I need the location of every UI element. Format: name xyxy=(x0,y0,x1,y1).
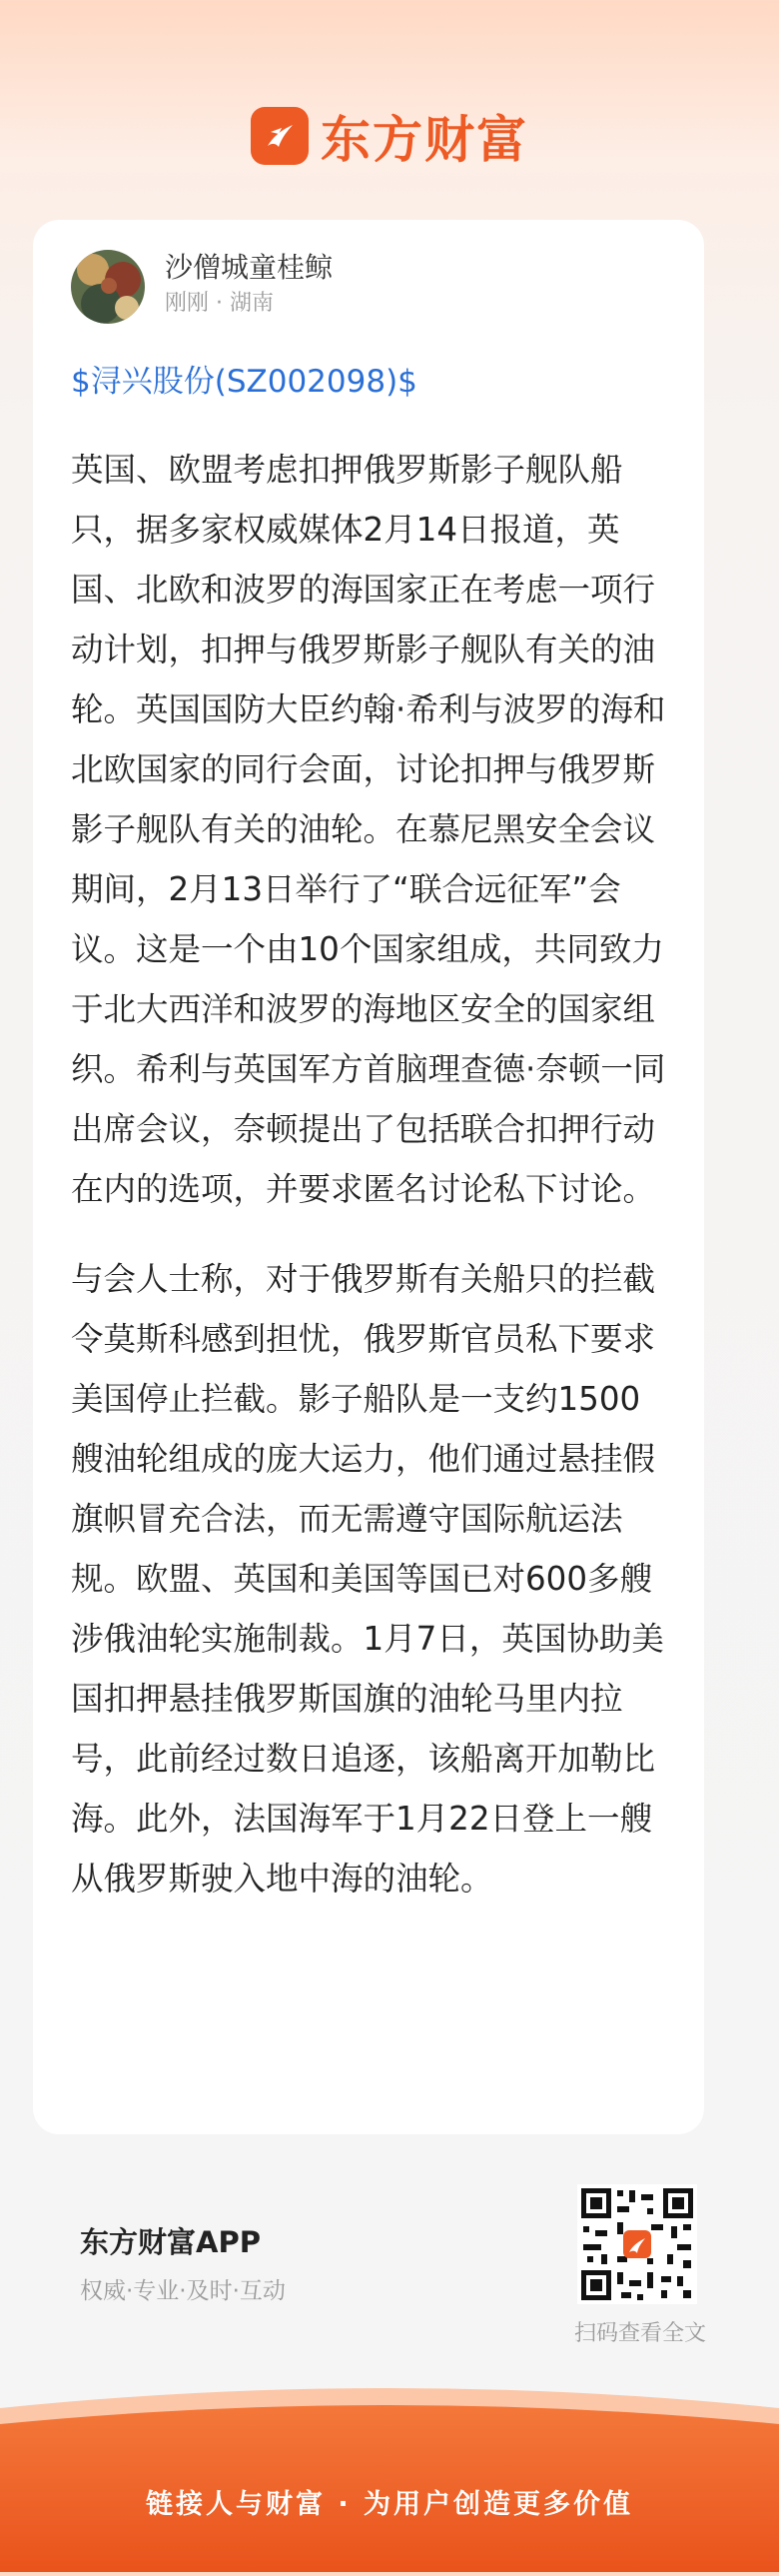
brand-name: 东方财富 xyxy=(321,111,528,169)
app-tagline: 权威·专业·及时·互动 xyxy=(80,2278,286,2304)
stock-tag-link[interactable]: $浔兴股份(SZ002098)$ xyxy=(71,364,417,400)
post-body xyxy=(71,440,670,1938)
post-paragraph-1: 英国、欧盟考虑扣押俄罗斯影子舰队船只，据多家权威媒体2月14日报道，英国、北欧和波罗的海国家正在考虑一项行动计划，扣押与俄罗斯影子舰队有关的油轮。英国国防大臣约翰·希利与波罗的海和北欧国家的同行会面，讨论扣押与俄罗斯影子舰队有关的油轮。在慕尼黑安全会议期间，2月13日举行了“联合远征军”会议。这是一个由10个国家组成，共同致力于北大西洋和波罗的海地区安全的国家组织。希利与英国军方首脑理查德·奈顿一同出席会议，奈顿提出了包括联合扣押行动在内的选项，并要求匿名讨论私下讨论。 xyxy=(71,451,666,1208)
slogan: 链接人与财富 · 为用户创造更多价值 xyxy=(145,2489,634,2520)
qr-caption: 扫码查看全文 xyxy=(573,2321,706,2346)
author-avatar[interactable] xyxy=(71,250,145,324)
brand-header xyxy=(0,96,779,176)
bottom-banner xyxy=(0,2378,779,2572)
author-name[interactable]: 沙僧城童桂鲸 xyxy=(165,251,334,284)
post-card xyxy=(33,220,704,2134)
app-name: 东方财富APP xyxy=(80,2225,261,2259)
post-paragraph-2: 与会人士称，对于俄罗斯有关船只的拦截令莫斯科感到担忧，俄罗斯官员私下要求美国停止拦截。影子船队是一支约1500艘油轮组成的庞大运力，他们通过悬挂假旗帜冒充合法，而无需遵守国际航运法规。欧盟、英国和美国等国已对600多艘涉俄油轮实施制裁。1月7日，英国协助美国扣押悬挂俄罗斯国旗的油轮马里内拉号，此前经过数日追逐，该船离开加勒比海。此外，法国海军于1月22日登上一艘从俄罗斯驶入地中海的油轮。 xyxy=(71,1260,664,1898)
eastmoney-logo-icon xyxy=(251,107,309,165)
post-meta: 刚刚 · 湖南 xyxy=(165,291,274,316)
qr-code-icon xyxy=(577,2184,697,2304)
